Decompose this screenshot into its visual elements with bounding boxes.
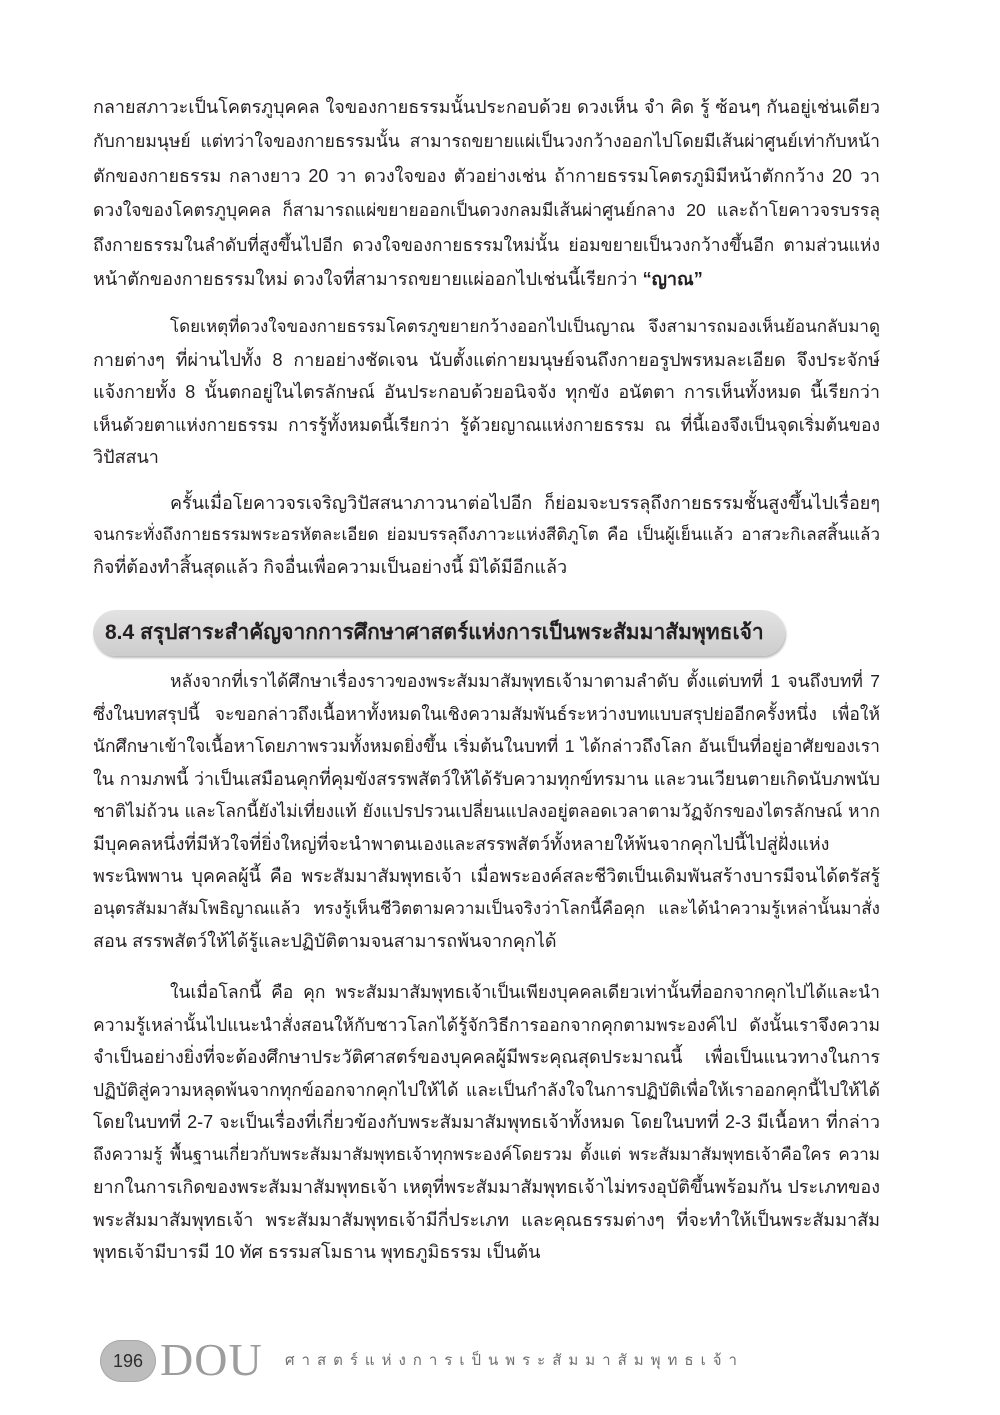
text-line: กิจที่ต้องทำสิ้นสุดแล้ว กิจอื่นเพื่อความเป็นอย่างนี้ มิได้มีอีกแล้ว [93,557,568,577]
text-line: จำเป็นอย่างยิ่งที่จะต้องศึกษาประวัติศาสตร์ของบุคคลผู้มีพระคุณสุดประมาณนี้ เพื่อเป็นแนวทางในการ [93,1047,880,1067]
body-paragraph-3 [93,487,880,583]
body-paragraph-2 [93,311,880,474]
text-line: กลายสภาวะเป็นโคตรภูบุคคล ใจของกายธรรมนั้นประกอบด้วย ดวงเห็น จำ คิด รู้ ซ้อนๆ กันอยู่เช่นเดียว [93,97,880,117]
text-line: วิปัสสนา [93,447,159,467]
text-line: พุทธเจ้ามีบารมี 10 ทัศ ธรรมสโมธาน พุทธภูมิธรรม เป็นต้น [93,1242,541,1262]
text-line: จนกระทั่งถึงกายธรรมพระอรหัตละเอียด ย่อมบรรลุถึงภาวะแห่งสีติภูโต คือ เป็นผู้เย็นแล้ว อาสวะกิเลสสิ้นแล้ว [93,525,880,544]
section-heading-text: 8.4 สรุปสาระสำคัญจากการศึกษาศาสตร์แห่งการเป็นพระสัมมาสัมพุทธเจ้า [105,621,764,644]
text-line: ในเมื่อโลกนี้ คือ คุก พระสัมมาสัมพุทธเจ้าเป็นเพียงบุคคลเดียวเท่านั้นที่ออกจากคุกไปได้และนำ [170,982,880,1002]
section-heading [93,610,785,656]
page-number: 196 [112,1351,144,1371]
text-line: กายต่างๆ ที่ผ่านไปทั้ง 8 กายอย่างชัดเจน นับตั้งแต่กายมนุษย์จนถึงกายอรูปพรหมละเอียด จึงประจักษ์ [93,349,880,370]
text-line: พระสัมมาสัมพุทธเจ้า พระสัมมาสัมพุทธเจ้ามีกี่ประเภท และคุณธรรมต่างๆ ที่จะทำให้เป็นพระสัมมาสัม [93,1209,880,1230]
text-line: ปฏิบัติสู่ความหลุดพ้นจากทุกข์ออกจากคุกไปให้ได้ และเป็นกำลังใจในการปฏิบัติเพื่อให้เราออกคุกนี้ไปให้ได้ [93,1079,880,1100]
text-line: โดยในบทที่ 2-7 จะเป็นเรื่องที่เกี่ยวข้องกับพระสัมมาสัมพุทธเจ้าทั้งหมด โดยในบทที่ 2-3 มีเนื้อหา ที่กล่าว [93,1112,880,1132]
page-footer [0,1330,1000,1390]
text-line: โดยเหตุที่ดวงใจของกายธรรมโคตรภูขยายกว้างออกไปเป็นญาณ จึงสามารถมองเห็นย้อนกลับมาดู [170,317,880,336]
text-line: ถึงกายธรรมในลำดับที่สูงขึ้นไปอีก ดวงใจของกายธรรมใหม่นั้น ย่อมขยายเป็นวงกว้างขึ้นอีก ตามส่วนแห่ง [93,234,880,255]
text-line: ชาติไม่ถ้วน และโลกนี้ยังไม่เที่ยงแท้ ยังแปรปรวนเปลี่ยนแปลงอยู่ตลอดเวลาตามวัฏจักรของไตรลักษณ์ หาก [93,801,880,821]
text-line [93,262,880,296]
text-line: ซึ่งในบทสรุปนี้ จะขอกล่าวถึงเนื้อหาทั้งหมดในเชิงความสัมพันธ์ระหว่างบทแบบสรุปย่ออีกครั้งหนึ่ง เพื่อให้ [93,703,880,724]
section-paragraph-1 [93,665,880,958]
text-line: มีบุคคลหนึ่งที่มีหัวใจที่ยิ่งใหญ่ที่จะนำพาตนเองและสรรพสัตว์ทั้งหลายให้พ้นจากคุกไปนี้ไปสู่ฝั่งแห่ง [93,833,830,854]
text-line: ดวงใจของโคตรภูบุคคล ก็สามารถแผ่ขยายออกเป็นดวงกลมมีเส้นผ่าศูนย์กลาง 20 และถ้าโยคาวจรบรรลุ [93,200,880,221]
section-paragraph-2 [93,976,880,1269]
body-paragraph-1 [93,90,880,296]
text-line: ถึงความรู้ พื้นฐานเกี่ยวกับพระสัมมาสัมพุทธเจ้าทุกพระองค์โดยรวม ตั้งแต่ พระสัมมาสัมพุทธเจ้าคือใคร ความ [93,1144,880,1164]
text-line: กับกายมนุษย์ แต่ทว่าใจของกายธรรมนั้น สามารถขยายแผ่เป็นวงกว้างออกไปโดยมีเส้นผ่าศูนย์เท่ากับหน้า [93,131,880,152]
text-line: เห็นด้วยตาแห่งกายธรรม การรู้ทั้งหมดนี้เรียกว่า รู้ด้วยญาณแห่งกายธรรม ณ ที่นี้เองจึงเป็นจุดเริ่มต้นของ [93,414,880,435]
text-line: ความรู้เหล่านั้นไปแนะนำสั่งสอนให้กับชาวโลกได้รู้จักวิธีการออกจากคุกตามพระองค์ไป ดังนั้นเราจึงความ [93,1014,880,1035]
text-line-content: หน้าตักของกายธรรมใหม่ ดวงใจที่สามารถขยายแผ่ออกไปเช่นนี้เรียกว่า [93,269,638,290]
text-line: ตักของกายธรรม กลางยาว 20 วา ดวงใจของ ตัวอย่างเช่น ถ้ากายธรรมโคตรภูมิมีหน้าตักกว้าง 20 วา [93,165,880,186]
running-title: ศาสตร์แห่งการเป็นพระสัมมาสัมพุทธเจ้า [285,1352,744,1369]
text-line: สอน สรรพสัตว์ให้ได้รู้และปฏิบัติตามจนสามารถพ้นจากคุกได้ [93,931,557,951]
text-line: ยากในการเกิดของพระสัมมาสัมพุทธเจ้า เหตุที่พระสัมมาสัมพุทธเจ้าไม่ทรงอุบัติขึ้นพร้อมกัน ประเภทของ [93,1177,880,1197]
text-line: อนุตรสัมมาสัมโพธิญาณแล้ว ทรงรู้เห็นชีวิตตามความเป็นจริงว่าโลกนี้คือคุก และได้นำความรู้เหล่านั้นมาสั่ง [93,898,880,918]
text-line: พระนิพพาน บุคคลผู้นี้ คือ พระสัมมาสัมพุทธเจ้า เมื่อพระองค์สละชีวิตเป็นเดิมพันสร้างบารมีจนได้ตรัสรู้ [93,866,880,886]
text-line: ครั้นเมื่อโยคาวจรเจริญวิปัสสนาภาวนาต่อไปอีก ก็ย่อมจะบรรลุถึงกายธรรมชั้นสูงขึ้นไปเรื่อยๆ [170,493,880,513]
dou-logo: DOU [160,1334,263,1385]
text-line: หลังจากที่เราได้ศึกษาเรื่องราวของพระสัมมาสัมพุทธเจ้ามาตามลำดับ ตั้งแต่บทที่ 1 จนถึงบทที่ 7 [170,671,880,691]
emphasis-term: “ญาณ” [642,269,703,290]
text-line: ใน กามภพนี้ ว่าเป็นเสมือนคุกที่คุมขังสรรพสัตว์ให้ได้รับความทุกข์ทรมาน และวนเวียนตายเกิดนับภพนับ [93,768,880,789]
page-number-badge [100,1340,156,1382]
text-line: นักศึกษาเข้าใจเนื้อหาโดยภาพรวมทั้งหมดยิ่งขึ้น เริ่มต้นในบทที่ 1 ได้กล่าวถึงโลก อันเป็นที่อยู่อาศัยของเรา [93,736,880,756]
text-line: แจ้งกายทั้ง 8 นั้นตกอยู่ในไตรลักษณ์ อันประกอบด้วยอนิจจัง ทุกขัง อนัตตา การเห็นทั้งหมด นี้เรียกว่า [93,382,880,402]
